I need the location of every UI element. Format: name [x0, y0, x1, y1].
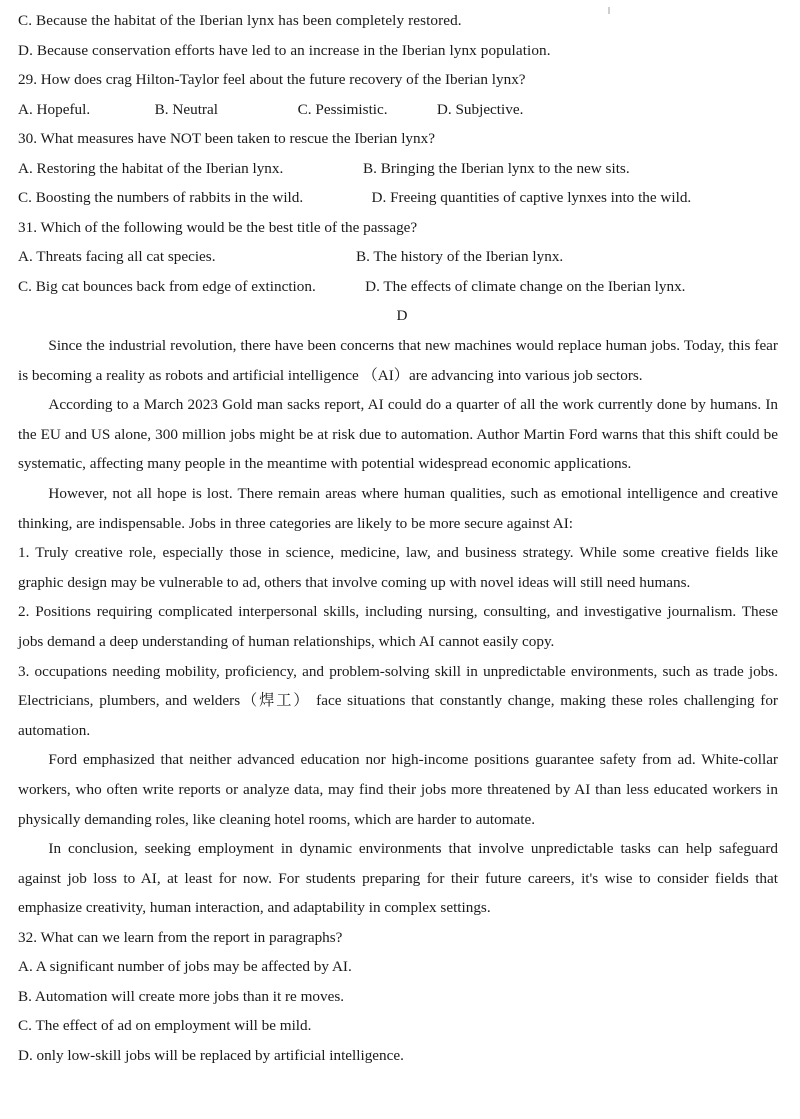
passage-paragraph-4: Ford emphasized that neither advanced education nor high-income positions guarantee safety from ad. White-collar workers, who often write reports or analyze data, may find their jobs more threatened by AI than less educated workers in physically demanding roles, like cleaning hotel rooms, which are harder to automate. — [18, 751, 778, 828]
question-32-stem: 32. What can we learn from the report in paragraphs? — [18, 928, 343, 946]
option-line-c-28: C. Because the habitat of the Iberian lynx has been completely restored. — [18, 12, 462, 29]
question-30-stem: 30. What measures have NOT been taken to rescue the Iberian lynx? — [18, 130, 435, 147]
passage-point-1: 1. Truly creative role, especially those in science, medicine, law, and business strategy. While some creative fields like graphic design may be vulnerable to ad, others that involve coming up with novel ideas will still need humans. — [18, 544, 778, 591]
question-30-options-row-2: C. Boosting the numbers of rabbits in the wild. D. Freeing quantities of captive lynxes into the wild. — [18, 189, 692, 206]
question-31-stem: 31. Which of the following would be the best title of the passage? — [18, 218, 418, 236]
question-32-option-a: A. A significant number of jobs may be affected by AI. — [18, 958, 352, 976]
question-31-options-row-2: C. Big cat bounces back from edge of extinction. D. The effects of climate change on the Iberian lynx. — [18, 277, 686, 295]
passage-point-2: 2. Positions requiring complicated interpersonal skills, including nursing, consulting, and investigative journalism. These jobs demand a deep understanding of human relationships, which AI cannot easily copy. — [18, 603, 778, 650]
question-32-option-b: B. Automation will create more jobs than it re moves. — [18, 987, 345, 1005]
passage-paragraph-5: In conclusion, seeking employment in dynamic environments that involve unpredictable tasks can help safeguard against job loss to AI, at least for now. For students preparing for their future careers, it's wise to consider fields that emphasize creativity, human interaction, and adaptability in complex settings. — [18, 840, 778, 917]
passage-paragraph-2: According to a March 2023 Gold man sacks report, AI could do a quarter of all the work currently done by humans. In the EU and US alone, 300 million jobs might be at risk due to automation. Author Martin Ford warns that this shift could be systematic, affecting many people in the meantime with potential widespread economic applications. — [18, 396, 778, 473]
section-label-d: D — [396, 307, 408, 324]
question-32-option-c: C. The effect of ad on employment will be mild. — [18, 1017, 312, 1035]
question-32-option-d: D. only low-skill jobs will be replaced by artificial intelligence. — [18, 1046, 404, 1064]
question-30-options-row-1: A. Restoring the habitat of the Iberian lynx. B. Bringing the Iberian lynx to the new sits. — [18, 159, 630, 177]
page-artifact-dot — [608, 7, 610, 14]
option-line-d-28: D. Because conservation efforts have led to an increase in the Iberian lynx population. — [18, 41, 551, 59]
question-31-options-row-1: A. Threats facing all cat species. B. The history of the Iberian lynx. — [18, 248, 564, 265]
passage-paragraph-1: Since the industrial revolution, there have been concerns that new machines would replace human jobs. Today, this fear is becoming a reality as robots and artificial intelligence （AI）are advancing into various job sectors. — [18, 337, 778, 384]
question-29-options: A. Hopeful. B. Neutral C. Pessimistic. D. Subjective. — [18, 100, 524, 118]
passage-paragraph-3: However, not all hope is lost. There remain areas where human qualities, such as emotional intelligence and creative thinking, are indispensable. Jobs in three categories are likely to be more secure against AI: — [18, 484, 778, 532]
passage-point-3: 3. occupations needing mobility, proficiency, and problem-solving skill in unpredictable environments, such as trade jobs. Electricians, plumbers, and welders（焊工） face situations that constantly change, making these roles challenging for automation. — [18, 662, 778, 739]
question-29-stem: 29. How does crag Hilton-Taylor feel about the future recovery of the Iberian lynx? — [18, 71, 526, 88]
